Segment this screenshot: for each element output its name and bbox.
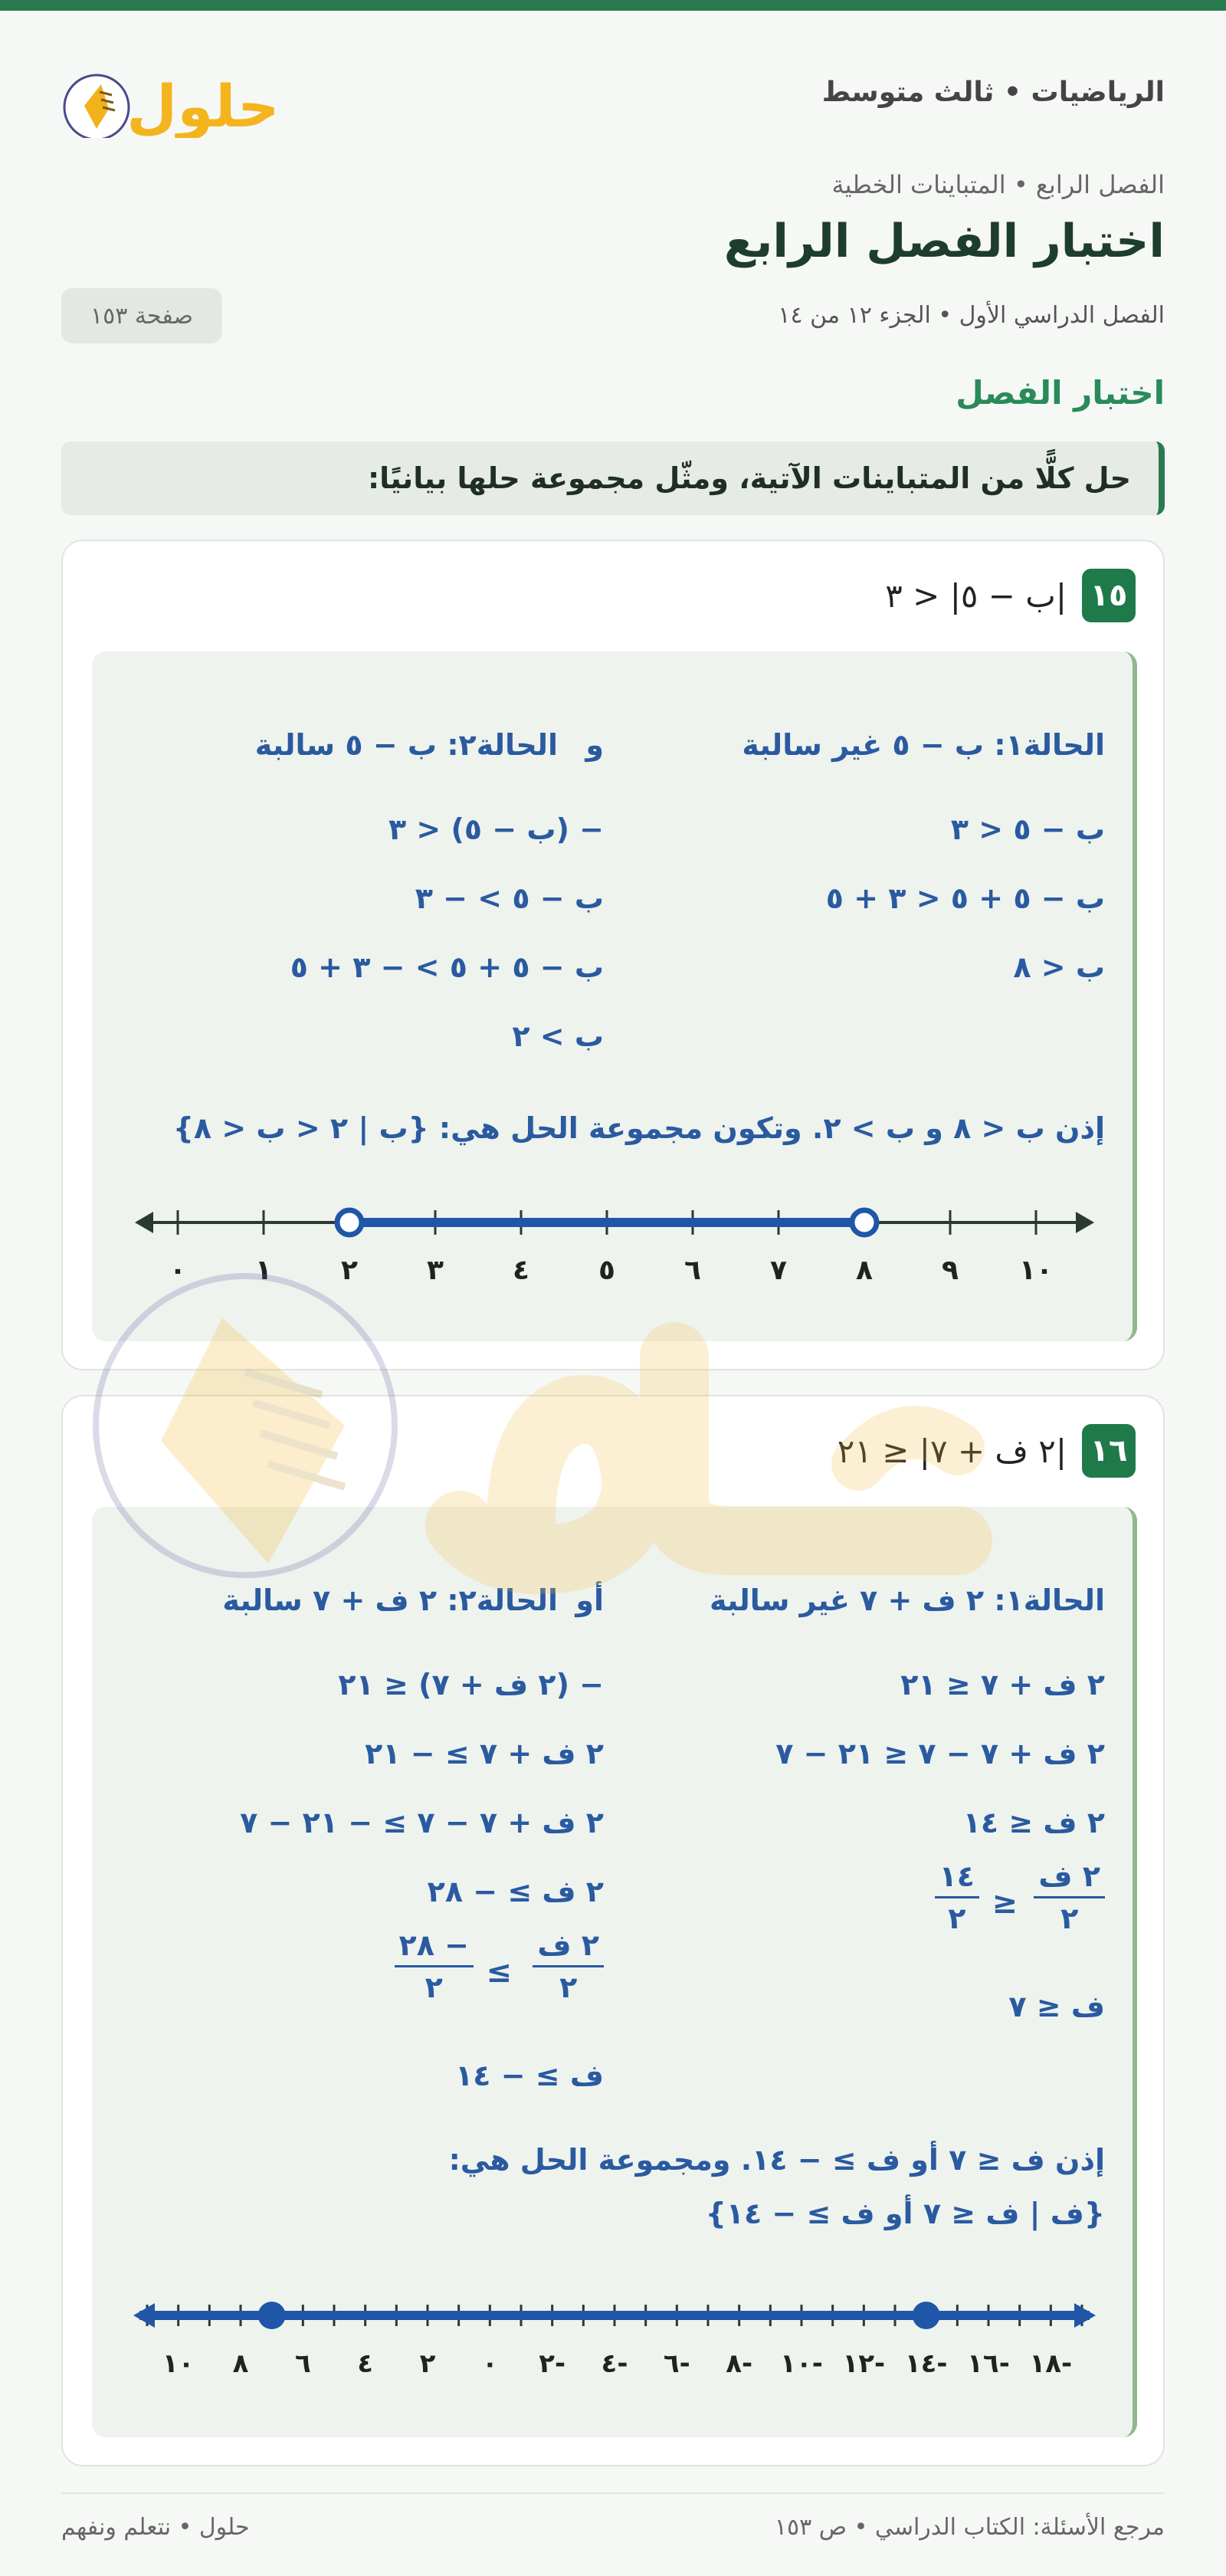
page-header xyxy=(61,54,1165,146)
tick-label: -١٤ xyxy=(904,2348,948,2379)
logo-text: حلول xyxy=(126,72,276,138)
tick-label: -٦ xyxy=(663,2348,690,2379)
ray-arrow-right xyxy=(1074,2303,1096,2328)
frac-denominator: ٢ xyxy=(948,1902,966,1935)
footer-brand: حلول • نتعلم ونفهم xyxy=(61,2514,250,2541)
meta-line: الفصل الدراسي الأول • الجزء ١٢ من ١٤ xyxy=(778,302,1165,329)
question-card-15 xyxy=(61,540,1165,1370)
case2-step-4: ٢ ف ≥ − ٢٨ xyxy=(427,1875,604,1908)
frac-denominator: ٢ xyxy=(1060,1902,1079,1935)
closed-point xyxy=(258,2302,286,2329)
case2-step-3: ب − ٥ + ٥ > − ٣ + ٥ xyxy=(290,950,604,984)
open-point xyxy=(852,1210,877,1235)
conclusion-line-1: إذن ف ≤ ٧ أو ف ≥ − ١٤. ومجموعة الحل هي: xyxy=(448,2143,1105,2177)
footer-divider xyxy=(61,2492,1165,2494)
subject-label: الرياضيات • ثالث متوسط xyxy=(821,77,1165,108)
ray-arrow-left xyxy=(133,2303,155,2328)
tick-label: ٩ xyxy=(942,1255,959,1286)
case-connector: أو xyxy=(575,1583,604,1617)
tick-label: ٦ xyxy=(294,2348,311,2379)
frac-numerator: ٢ ف xyxy=(537,1928,599,1962)
frac-numerator: − ٢٨ xyxy=(398,1928,469,1962)
page-title: اختبار الفصل الرابع xyxy=(723,215,1165,268)
tick-label: ٨ xyxy=(856,1255,873,1286)
case1-step-2: ٢ ف + ٧ − ٧ ≤ ٢١ − ٧ xyxy=(775,1737,1105,1770)
tick-label: ٥ xyxy=(598,1255,615,1286)
tick-label: ٢ xyxy=(341,1255,358,1286)
number-line-15 xyxy=(132,1188,1097,1295)
case1-final: ف ≤ ٧ xyxy=(1008,1990,1105,2023)
case1-step-1: ٢ ف + ٧ ≤ ٢١ xyxy=(900,1668,1105,1701)
case1-title: الحالة١: ب − ٥ غير سالبة xyxy=(742,728,1105,762)
tick-label: ٠ xyxy=(481,2348,498,2379)
case2-frac-left xyxy=(533,1928,604,2004)
solution-panel xyxy=(92,651,1137,1341)
tick-label: ٤ xyxy=(357,2348,374,2379)
question-header xyxy=(885,569,1136,622)
axis-arrow-left xyxy=(135,1212,153,1233)
case2-step-1: − (ب − ٥) < ٣ xyxy=(388,812,604,846)
chapter-line: الفصل الرابع • المتباينات الخطية xyxy=(831,170,1165,199)
tick-label: ٨ xyxy=(232,2348,249,2379)
case2-frac-right xyxy=(395,1928,474,2004)
question-card-16 xyxy=(61,1395,1165,2466)
case1-title: الحالة١: ٢ ف + ٧ غير سالبة xyxy=(709,1583,1105,1617)
case2-final: ف ≥ − ١٤ xyxy=(455,2059,604,2092)
frac-numerator: ٢ ف xyxy=(1038,1859,1100,1893)
question-number: ١٥ xyxy=(1082,569,1136,622)
instruction-box xyxy=(61,441,1165,515)
closed-point xyxy=(913,2302,940,2329)
solution-panel xyxy=(92,1507,1137,2437)
tick-label: -٤ xyxy=(601,2348,628,2379)
tick-label: -١٠ xyxy=(780,2348,823,2379)
case2-step-1: − (٢ ف + ٧) ≤ ٢١ xyxy=(338,1668,604,1701)
conclusion: إذن ب < ٨ و ب > ٢. وتكون مجموعة الحل هي: {ب | ٢ < ب < ٨} xyxy=(172,1111,1105,1145)
case2-step-2: ب − ٥ > − ٣ xyxy=(415,881,604,915)
tick-label: -٨ xyxy=(726,2348,753,2379)
conclusion-line-2: {ف | ف ≤ ٧ أو ف ≥ − ١٤} xyxy=(705,2197,1105,2230)
halool-logo[interactable] xyxy=(61,61,276,138)
frac-numerator: ١٤ xyxy=(939,1859,975,1893)
case2-title: الحالة٢: ب − ٥ سالبة xyxy=(254,728,558,762)
tick-label: ١ xyxy=(255,1255,272,1286)
tick-label: ٢ xyxy=(419,2348,436,2379)
case1-step-3: ب < ٨ xyxy=(1013,950,1105,984)
tick-label: -١٦ xyxy=(967,2348,1010,2379)
case2-step-4: ب > ٢ xyxy=(512,1019,604,1053)
case1-step-1: ب − ٥ < ٣ xyxy=(950,812,1105,846)
question-expression: |٢ ف + ٧| ≤ ٢١ xyxy=(837,1432,1067,1470)
tick-label: ١٠ xyxy=(162,2348,195,2379)
frac-denominator: ٢ xyxy=(559,1971,578,2004)
tick-label: ١٠ xyxy=(1019,1255,1053,1286)
tick-label: ٠ xyxy=(169,1255,186,1286)
tick-label: ٣ xyxy=(427,1255,444,1286)
case2-step-2: ٢ ف + ٧ ≥ − ٢١ xyxy=(365,1737,604,1770)
case1-step-2: ب − ٥ + ٥ < ٣ + ٥ xyxy=(825,881,1105,915)
instruction-text: حل كلًّا من المتباينات الآتية، ومثّل مجموعة حلها بيانيًا: xyxy=(367,461,1131,495)
number-line-16 xyxy=(132,2281,1097,2388)
frac-denominator: ٢ xyxy=(425,1971,443,2004)
question-header xyxy=(838,1424,1136,1478)
top-accent-bar xyxy=(0,0,1226,11)
tick-label: -٢ xyxy=(539,2348,566,2379)
case1-frac-left xyxy=(1034,1859,1105,1935)
page-badge: صفحة ١٥٣ xyxy=(61,288,222,343)
tick-label: ٧ xyxy=(770,1255,787,1286)
case-connector: و xyxy=(585,728,604,762)
footer-reference: مرجع الأسئلة: الكتاب الدراسي • ص ١٥٣ xyxy=(774,2514,1165,2541)
case2-title: الحالة٢: ٢ ف + ٧ سالبة xyxy=(222,1583,558,1617)
case2-frac-relation: ≥ xyxy=(486,1954,512,1990)
tick-label: ٤ xyxy=(513,1255,529,1286)
tick-label: ٦ xyxy=(684,1255,701,1286)
case1-step-3: ٢ ف ≤ ١٤ xyxy=(962,1806,1105,1839)
section-title: اختبار الفصل xyxy=(956,374,1165,412)
tick-label: -١٨ xyxy=(1029,2348,1073,2379)
case1-frac-right xyxy=(935,1859,979,1935)
tick-label: -١٢ xyxy=(842,2348,886,2379)
case1-frac-relation: ≤ xyxy=(992,1885,1018,1921)
axis-arrow-right xyxy=(1076,1212,1094,1233)
open-point xyxy=(337,1210,362,1235)
case2-step-3: ٢ ف + ٧ − ٧ ≥ − ٢١ − ٧ xyxy=(240,1806,604,1839)
question-number: ١٦ xyxy=(1082,1424,1136,1478)
question-expression: |ب − ٥| < ٣ xyxy=(885,576,1067,615)
